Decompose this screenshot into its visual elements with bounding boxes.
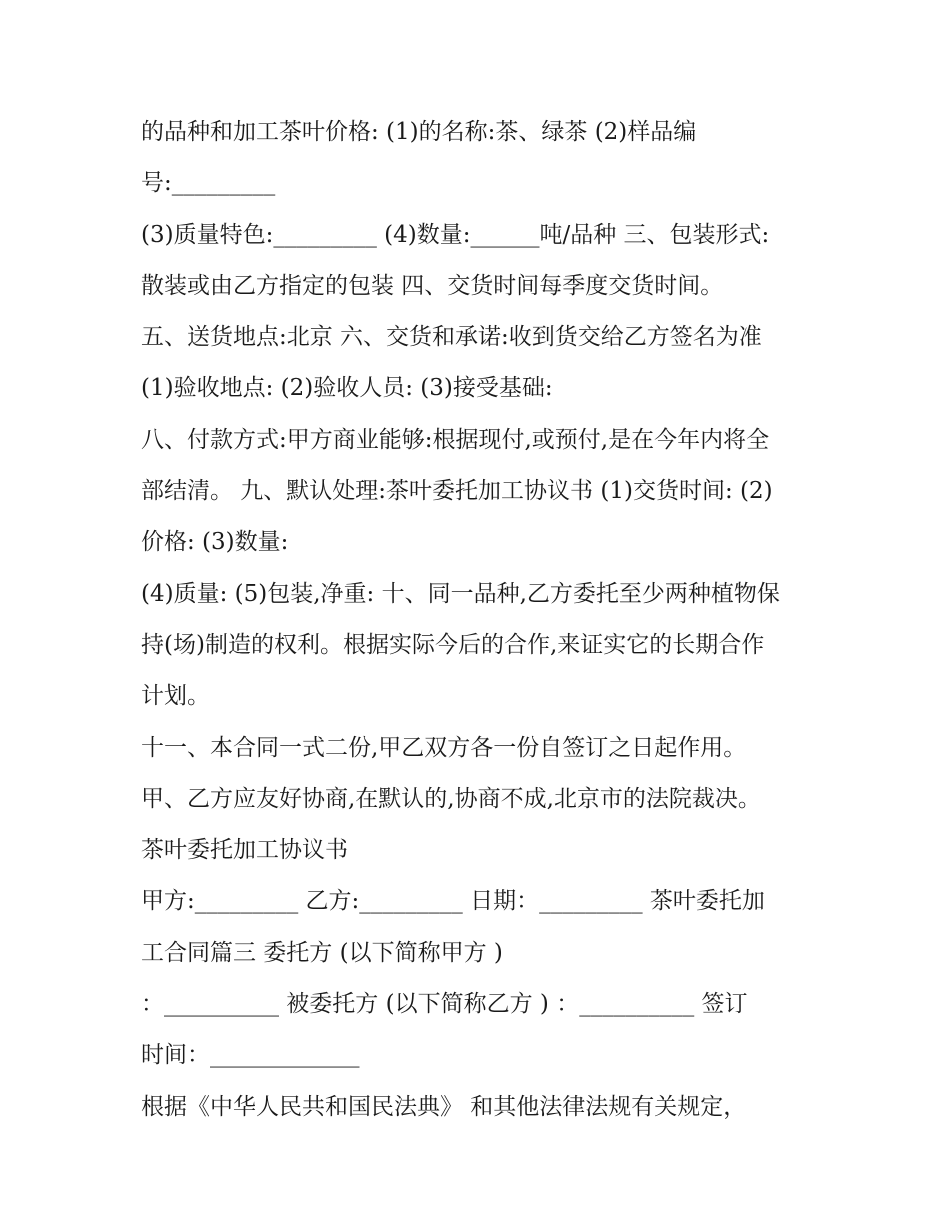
text-line: 计划。: [141, 683, 210, 710]
text-line: 十一、本合同一式二份,甲乙双方各一份自签订之日起作用。: [141, 734, 747, 761]
text-line: (4)质量: (5)包装,净重: 十、同一品种,乙方委托至少两种植物保: [141, 580, 780, 607]
text-line: 甲方:_________ 乙方:_________ 日期：_________ 茶叶委托加: [141, 888, 765, 915]
text-line: 五、送货地点:北京 六、交货和承诺:收到货交给乙方签名为准: [141, 324, 762, 351]
text-line: (1)验收地点: (2)验收人员: (3)接受基础:: [141, 375, 553, 402]
text-line: 的品种和加工茶叶价格: (1)的名称:茶、绿茶 (2)样品编: [141, 119, 697, 145]
contract-text: [141, 107, 821, 1133]
text-line: ：__________ 被委托方 (以下简称乙方 ) ：__________ 签订: [141, 991, 748, 1018]
text-line: 部结清。 九、默认处理:茶叶委托加工协议书 (1)交货时间: (2): [141, 478, 773, 505]
text-line: 工合同篇三 委托方 (以下简称甲方 ): [141, 939, 503, 966]
text-line: 甲、乙方应友好协商,在默认的,协商不成,北京市的法院裁决。: [141, 785, 761, 812]
text-line: 八、付款方式:甲方商业能够:根据现付,或预付,是在今年内将全: [141, 426, 770, 453]
text-line: 散装或由乙方指定的包装 四、交货时间每季度交货时间。: [141, 272, 724, 299]
text-line: (3)质量特色:_________ (4)数量:______吨/品种 三、包装形式:: [141, 221, 770, 248]
text-line: 根据《中华人民共和国民法典》 和其他法律法规有关规定，: [141, 1093, 747, 1120]
section-title: 茶叶委托加工协议书: [141, 837, 348, 864]
text-line: 价格: (3)数量:: [141, 529, 289, 556]
text-line: 时间：_____________: [141, 1042, 360, 1069]
text-line: 持(场)制造的权利。根据实际今后的合作,来证实它的长期合作: [141, 631, 765, 658]
text-line: 号:_________: [141, 170, 276, 197]
